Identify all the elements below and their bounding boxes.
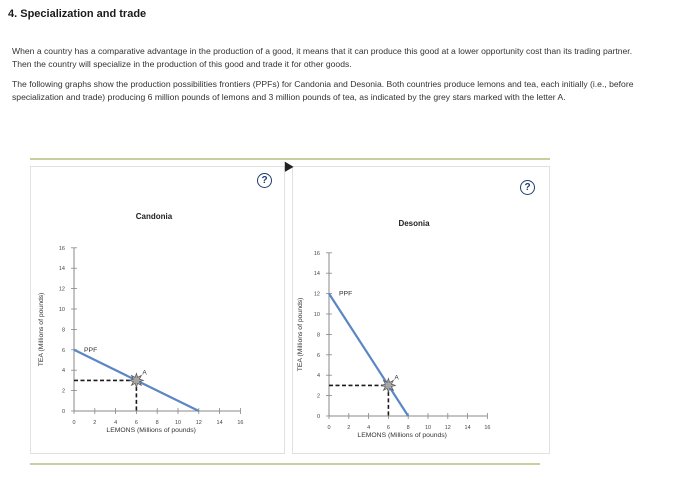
y-tick-label: 14: [58, 266, 65, 273]
x-tick-label: 2: [93, 420, 97, 426]
y-tick-label: 6: [316, 352, 320, 359]
ppf-line: [329, 294, 408, 416]
x-tick-label: 12: [444, 425, 451, 431]
point-a-label: A: [394, 374, 399, 382]
chart-title: Desonia: [398, 219, 430, 228]
section-heading: 4. Specialization and trade: [8, 8, 147, 20]
y-tick-label: 4: [61, 368, 65, 375]
y-tick-label: 14: [313, 271, 320, 278]
x-tick-label: 14: [464, 425, 471, 431]
y-tick-label: 12: [313, 291, 320, 298]
x-tick-label: 10: [174, 420, 182, 426]
desonia-help-icon[interactable]: ?: [520, 180, 535, 195]
candonia-help-icon[interactable]: ?: [257, 173, 272, 188]
chart-title: Candonia: [135, 212, 173, 221]
bottom-divider: [30, 463, 540, 465]
x-tick-label: 4: [114, 420, 118, 426]
x-tick-label: 16: [484, 425, 491, 431]
intro-paragraph: When a country has a comparative advantage in the production of a good, it means that it can produce this good at a lower opportunity cost than its trading partner. Then the country will specialize in the production of this good and trade it for other goods.: [12, 46, 633, 69]
point-a-star-marker: [381, 378, 395, 392]
x-tick-label: 10: [424, 425, 432, 431]
y-tick-label: 8: [316, 332, 320, 339]
y-tick-label: 2: [316, 393, 320, 400]
y-tick-label: 12: [58, 286, 65, 293]
description-paragraph: The following graphs show the production possibilities frontiers (PPFs) for Candonia and Desonia. Both countries produce lemons and tea, each initially (i.e., before specialization and trade) producing 6 million pounds of lemons and 3 million pounds of tea, as indicated by the grey stars marked with the letter A.: [12, 79, 634, 102]
y-tick-label: 2: [61, 388, 65, 395]
y-tick-label: 16: [58, 245, 65, 252]
ppf-label: PPF: [339, 290, 353, 298]
y-tick-label: 6: [61, 347, 65, 354]
y-tick-label: 0: [61, 409, 65, 415]
y-tick-label: 10: [58, 307, 65, 313]
x-tick-label: 8: [406, 425, 410, 431]
x-tick-label: 6: [386, 425, 390, 431]
y-tick-label: 8: [61, 327, 65, 334]
x-tick-label: 12: [195, 420, 202, 426]
x-axis-label: LEMONS (Millions of pounds): [357, 432, 447, 439]
ppf-label: PPF: [84, 346, 98, 354]
x-tick-label: 14: [216, 420, 223, 426]
x-tick-label: 8: [155, 420, 159, 426]
point-a-label: A: [142, 369, 147, 377]
x-tick-label: 0: [72, 420, 76, 426]
x-tick-label: 16: [237, 420, 244, 426]
y-axis-label: TEA (Millions of pounds): [297, 297, 304, 372]
y-tick-label: 16: [313, 250, 320, 257]
y-tick-label: 0: [316, 414, 320, 420]
y-tick-label: 10: [313, 312, 320, 318]
x-tick-label: 0: [327, 425, 331, 431]
x-tick-label: 6: [134, 420, 138, 426]
y-tick-label: 4: [316, 373, 320, 380]
y-axis-label: TEA (Millions of pounds): [38, 292, 45, 367]
x-axis-label: LEMONS (Millions of pounds): [106, 427, 196, 434]
x-tick-label: 4: [367, 425, 371, 431]
x-tick-label: 2: [347, 425, 351, 431]
